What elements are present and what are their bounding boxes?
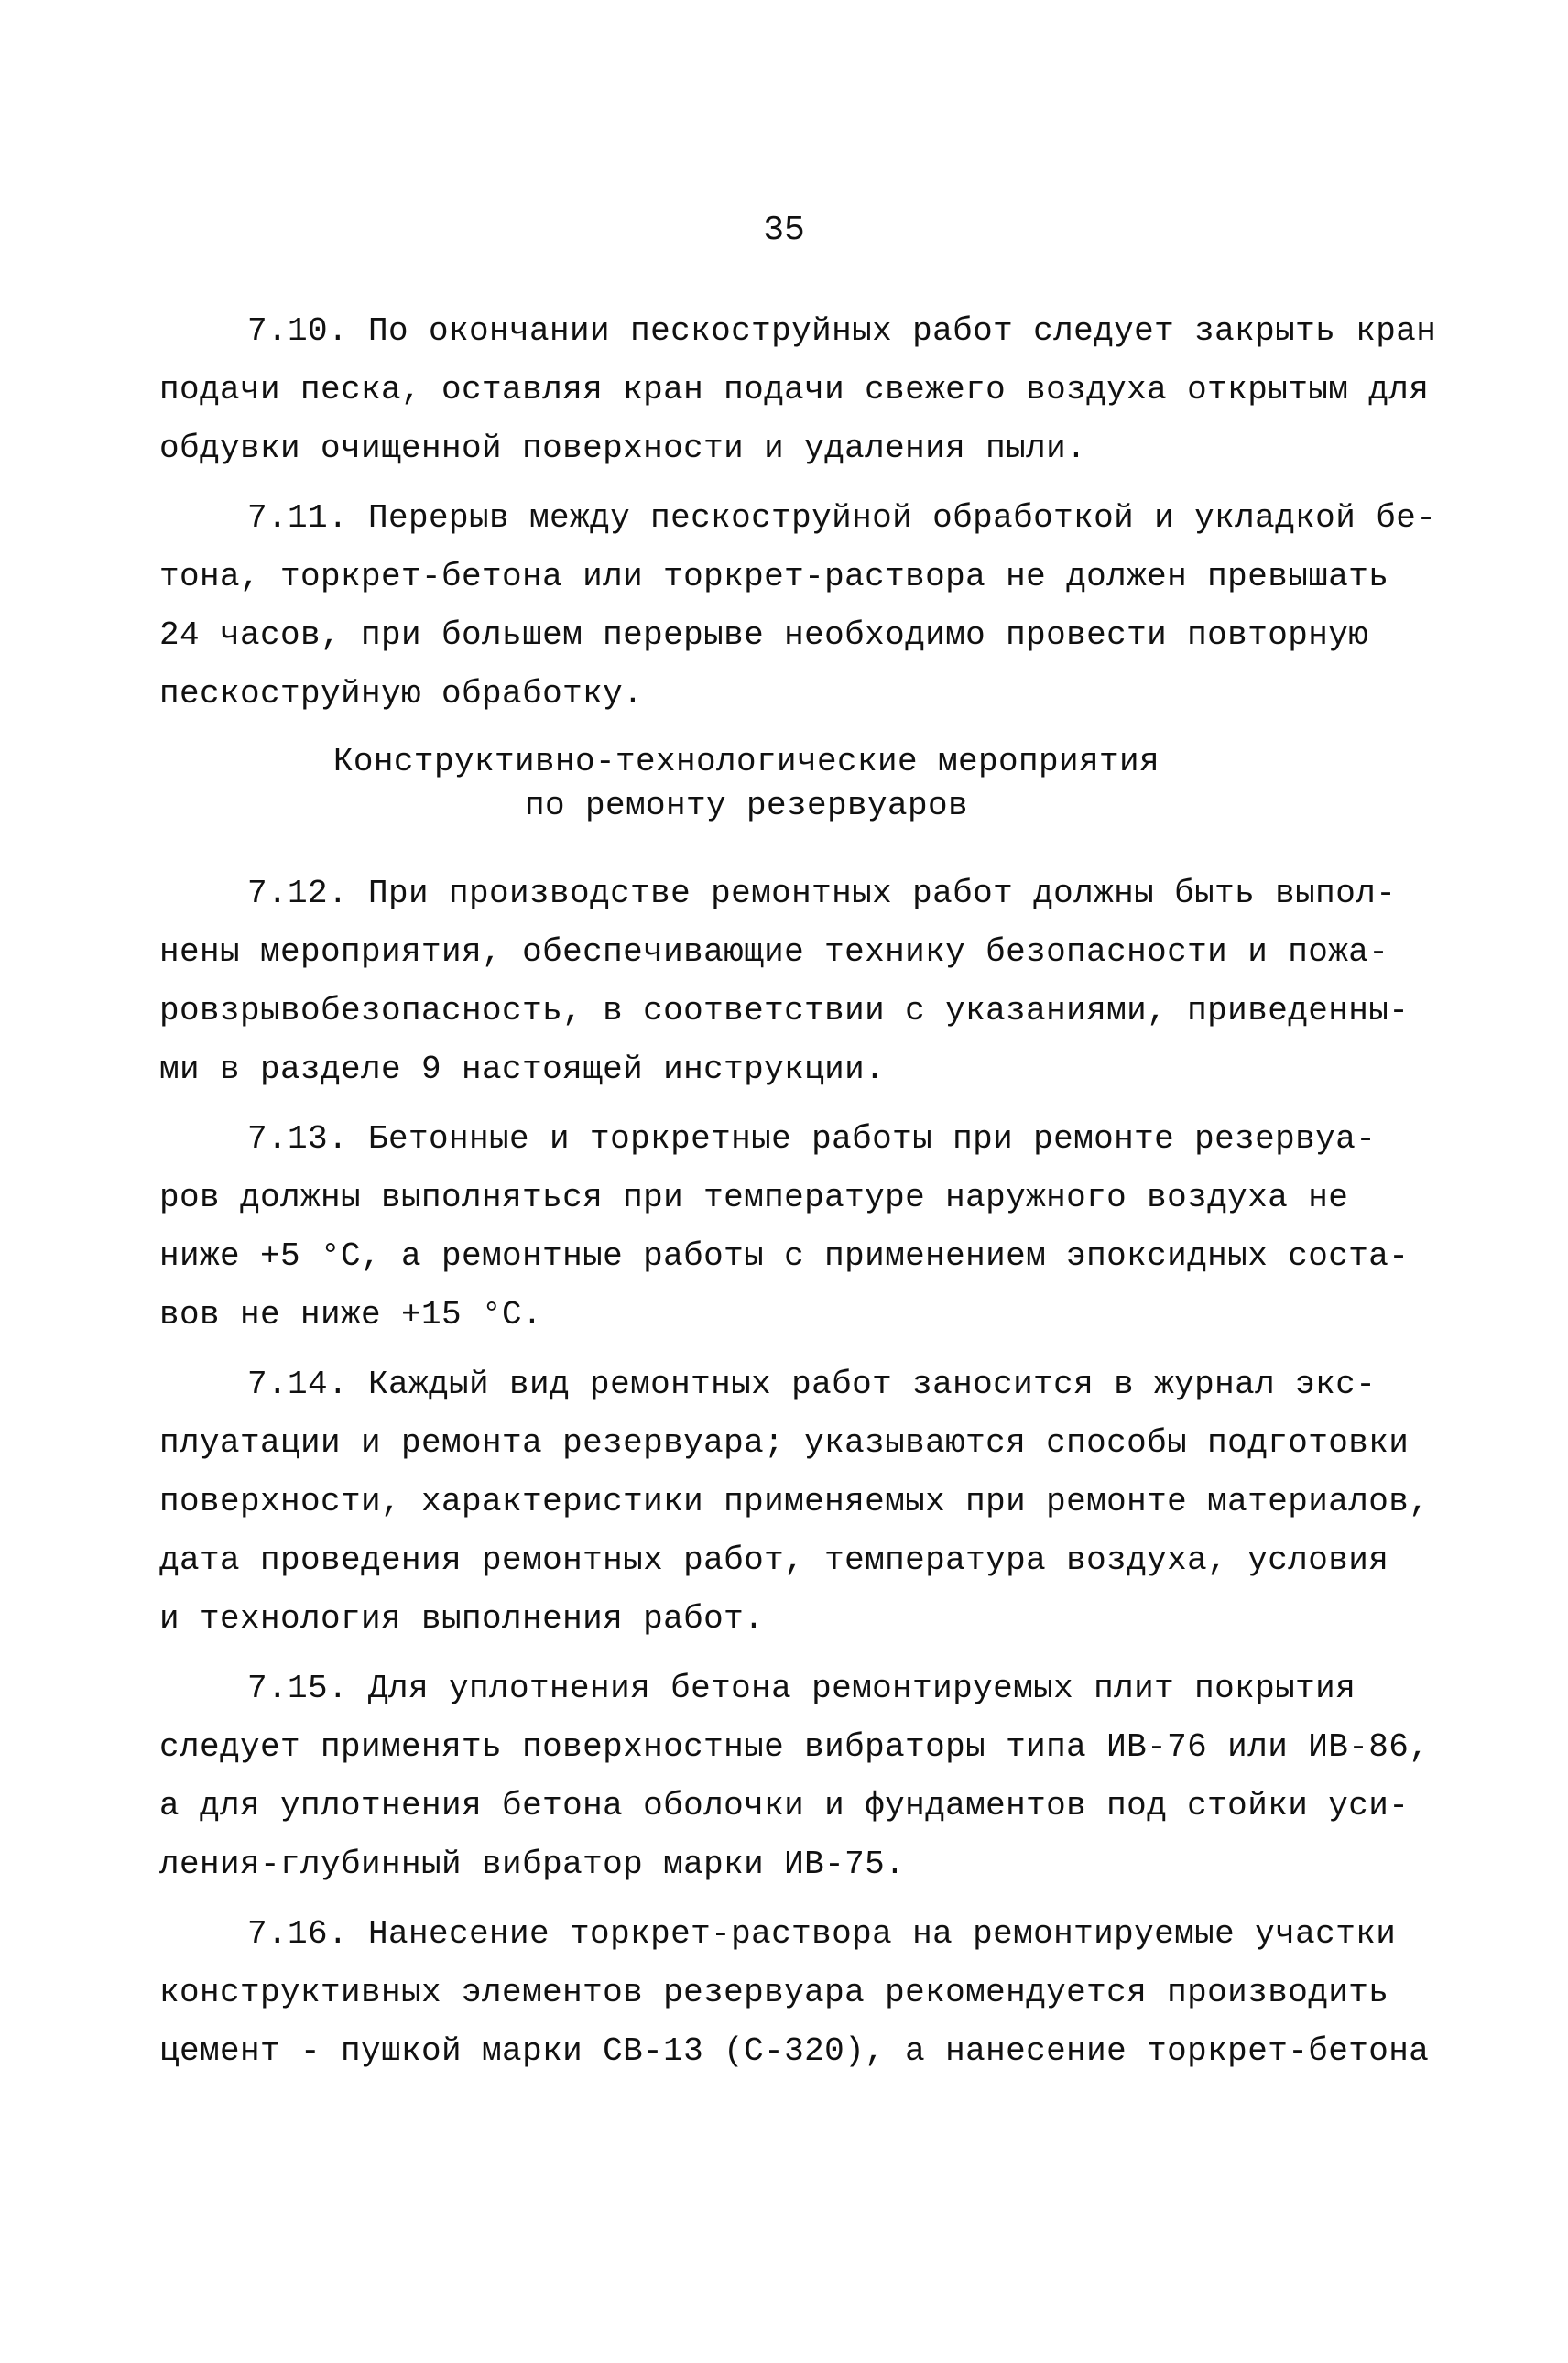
page-number: 35: [763, 211, 805, 250]
text-line: цемент - пушкой марки СВ-13 (С-320), а нанесение торкрет-бетона: [159, 2032, 1430, 2070]
heading-line: Конструктивно-технологические мероприятия: [332, 743, 1160, 780]
text-line: 7.12. При производстве ремонтных работ должны быть выпол-: [247, 875, 1397, 912]
text-line: плуатации и ремонта резервуара; указываются способы подготовки: [159, 1424, 1410, 1462]
text-line: следует применять поверхностные вибраторы типа ИВ-76 или ИВ-86,: [159, 1728, 1430, 1766]
text-line: ров должны выполняться при температуре наружного воздуха не: [159, 1179, 1349, 1216]
text-line: обдувки очищенной поверхности и удаления пыли.: [159, 430, 1087, 467]
text-line: тона, торкрет-бетона или торкрет-раствора не должен превышать: [159, 558, 1389, 595]
document-body: [159, 302, 1437, 2092]
text-line: конструктивных элементов резервуара рекомендуется производить: [159, 1974, 1389, 2011]
paragraph-7-11: [159, 489, 1437, 724]
paragraph-7-15: [159, 1660, 1430, 1894]
text-line: 7.15. Для уплотнения бетона ремонтируемых плит покрытия: [247, 1670, 1356, 1707]
paragraph-7-13: [159, 1110, 1410, 1345]
paragraph-7-10: [159, 302, 1437, 478]
text-line: вов не ниже +15 °С.: [159, 1296, 543, 1334]
text-line: 7.10. По окончании пескоструйных работ следует закрыть кран: [247, 312, 1437, 350]
text-line: 7.11. Перерыв между пескоструйной обработкой и укладкой бе-: [247, 499, 1437, 537]
text-line: подачи песка, оставляя кран подачи свежего воздуха открытым для: [159, 371, 1430, 408]
text-line: 24 часов, при большем перерыве необходимо провести повторную: [159, 616, 1369, 654]
text-line: ления-глубинный вибратор марки ИВ-75.: [159, 1846, 906, 1883]
text-line: 7.16. Нанесение торкрет-раствора на ремонтируемые участки: [247, 1915, 1397, 1953]
text-line: и технология выполнения работ.: [159, 1600, 765, 1638]
text-line: нены мероприятия, обеспечивающие технику безопасности и пожа-: [159, 933, 1389, 971]
text-line: 7.13. Бетонные и торкретные работы при ремонте резервуа-: [247, 1120, 1377, 1158]
text-line: пескоструйную обработку.: [159, 675, 644, 713]
text-line: ровзрывобезопасность, в соответствии с указаниями, приведенны-: [159, 992, 1410, 1029]
text-line: ми в разделе 9 настоящей инструкции.: [159, 1051, 886, 1088]
paragraph-7-12: [159, 865, 1410, 1099]
heading-line: по ремонту резервуаров: [524, 787, 969, 824]
paragraph-7-14: [159, 1356, 1430, 1649]
text-line: ниже +5 °С, а ремонтные работы с применением эпоксидных соста-: [159, 1237, 1410, 1275]
section-heading: [159, 740, 1334, 828]
paragraph-7-16: [159, 1905, 1430, 2081]
text-line: поверхности, характеристики применяемых при ремонте материалов,: [159, 1483, 1430, 1520]
text-line: дата проведения ремонтных работ, температура воздуха, условия: [159, 1541, 1389, 1579]
text-line: 7.14. Каждый вид ремонтных работ заносится в журнал экс-: [247, 1366, 1377, 1403]
text-line: а для уплотнения бетона оболочки и фундаментов под стойки уси-: [159, 1787, 1410, 1824]
